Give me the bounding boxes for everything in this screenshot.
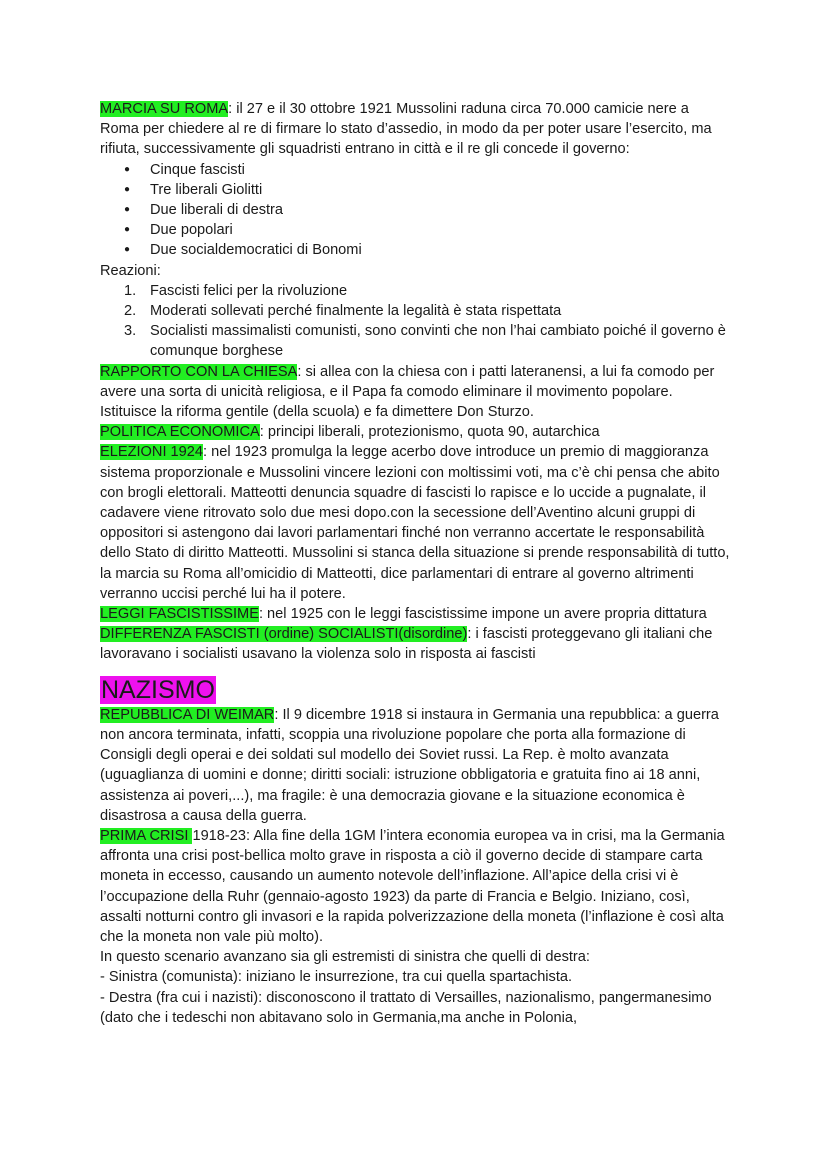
list-item-text: Fascisti felici per la rivoluzione: [150, 282, 348, 299]
text-marcia-su-roma: : il 27 e il 30 ottobre 1921 Mussolini raduna circa 70.000 camicie nere a Roma per chiedere al re di firmare lo stato d’assedio, in modo da per poter usare l’esercito, ma rifiuta, successivamente gli squadristi entrano in città e il re gli concede il governo:: [100, 101, 712, 158]
reazioni-numbered-list: [100, 281, 730, 362]
paragraph-marcia-su-roma: [100, 99, 730, 160]
paragraph-prima-crisi: [100, 826, 730, 947]
list-item: ● Due popolari: [124, 220, 730, 240]
heading-differenza: DIFFERENZA FASCISTI (ordine) SOCIALISTI(disordine): [100, 626, 468, 643]
text-leggi-fascistissime: : nel 1925 con le leggi fascistissime impone un avere propria dittatura: [258, 606, 707, 623]
section-title-nazismo: [100, 675, 730, 705]
heading-leggi-fascistissime: LEGGI FASCISTISSIME: [100, 606, 259, 623]
list-item: ● Due liberali di destra: [124, 200, 730, 220]
heading-repubblica-weimar: REPUBBLICA DI WEIMAR: [100, 706, 275, 723]
text-elezioni-1924: : nel 1923 promulga la legge acerbo dove introduce un premio di maggioranza sistema proporzionale e Mussolini vincere lezioni con moltissimi voti, ma c’è chi pensa che abito con brogli elettorali. Matteotti denuncia squadre di fascisti lo rapisce e lo uccide a pugnalate, il cadavere viene ritrovato solo due mesi dopo.con la secessione dell’Aventino alcuni gruppi di oppositori si astengono dai lavori parlamentari finché non verranno accertate le responsabilità dello Stato di diritto Matteotti. Mussolini si stanca della situazione si prende responsabilità di tutto, la marcia su Roma all’omicidio di Matteotti, dice parlamentari di entrare al governo altrimenti verranno uccisi perché lui ha il potere.: [100, 444, 730, 602]
list-item: [124, 301, 730, 321]
text-rapporto-chiesa: : si allea con la chiesa con i patti lateranensi, a lui fa comodo per avere una sorta di unicità religiosa, e il Papa fa comodo eliminare il movimento popolare. Istituisce la riforma gentile (della scuola) e fa dimettere Don Sturzo.: [100, 363, 715, 421]
text-differenza: : i fascisti proteggevano gli italiani che lavoravano i socialisti usavano la violenza solo in risposta ai fascisti: [100, 626, 713, 663]
reazioni-label: Reazioni:: [100, 262, 161, 279]
paragraph-sinistra: - Sinistra (comunista): iniziano le insurrezione, tra cui quella spartachista.: [100, 969, 573, 986]
governo-bullet-list: [100, 160, 730, 261]
list-number: 2.: [124, 303, 137, 320]
text-repubblica-weimar: : Il 9 dicembre 1918 si instaura in Germania una repubblica: a guerra non ancora terminata, infatti, scoppia una rivoluzione popolare che porta alla formazione di Consigli degli operai e dei soldati sul modello dei Soviet russi. La Rep. è molto avanzata (uguaglianza di uomini e donne; diritti sociali: istruzione obbligatoria e gratuita fino ai 18 anni, assistenza ai poveri,...), ma fragile: è una democrazia giovane e la situazione economica è disastrosa a causa della guerra.: [100, 706, 719, 824]
heading-politica-economica: POLITICA ECONOMICA: [100, 424, 260, 441]
text-prima-crisi: 1918-23: Alla fine della 1GM l’intera economia europea va in crisi, ma la Germania affronta una crisi post-bellica molto grave in risposta a ciò il governo decide di stampare carta moneta in eccesso, causando un aumento notevole dell’inflazione. All’apice della crisi vi è l’occupazione della Ruhr (gennaio-agosto 1923) da parte di Francia e Belgio. Iniziano, così, assalti notturni contro gli invasori e la rapida polverizzazione della moneta (l’inflazione è così alta che la moneta non vale più molto).: [100, 827, 725, 945]
paragraph-scenario: In questo scenario avanzano sia gli estremisti di sinistra che quelli di destra:: [100, 949, 590, 966]
heading-rapporto-chiesa: RAPPORTO CON LA CHIESA: [100, 363, 298, 380]
heading-prima-crisi: PRIMA CRISI: [100, 827, 193, 844]
paragraph-leggi-fascistissime: [100, 604, 730, 624]
list-number: 3.: [124, 323, 137, 340]
list-item: ● Cinque fascisti: [124, 160, 730, 180]
section-title-text: NAZISMO: [101, 675, 215, 704]
document-page: [100, 99, 730, 1028]
paragraph-politica-economica: [100, 422, 730, 442]
paragraph-elezioni-1924: [100, 442, 730, 604]
list-item-text: Socialisti massimalisti comunisti, sono convinti che non l’hai cambiato poiché il governo è comunque borghese: [150, 323, 726, 360]
text-politica-economica: : principi liberali, protezionismo, quota 90, autarchica: [259, 424, 600, 441]
paragraph-repubblica-weimar: [100, 705, 730, 826]
list-number: 1.: [124, 282, 137, 299]
heading-marcia-su-roma: MARCIA SU ROMA: [100, 101, 229, 117]
paragraph-differenza: [100, 624, 730, 664]
list-item: [124, 281, 730, 301]
list-item: ● Tre liberali Giolitti: [124, 180, 730, 200]
list-item: ● Due socialdemocratici di Bonomi: [124, 240, 730, 260]
list-item-text: Moderati sollevati perché finalmente la legalità è stata rispettata: [150, 303, 562, 320]
list-item: [124, 321, 730, 361]
paragraph-rapporto-chiesa: [100, 362, 730, 423]
paragraph-destra: - Destra (fra cui i nazisti): disconoscono il trattato di Versailles, nazionalismo, pangermanesimo (dato che i tedeschi non abitavano solo in Germania,ma anche in Polonia,: [100, 989, 712, 1026]
heading-elezioni-1924: ELEZIONI 1924: [100, 444, 204, 461]
